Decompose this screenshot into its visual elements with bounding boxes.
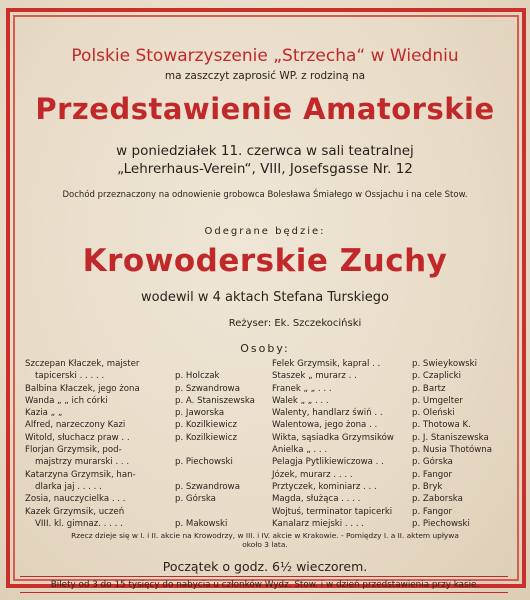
actor-name: p. Szwandrowa [175, 481, 240, 492]
cast-row [25, 432, 260, 444]
actor-name: p. Piechowski [412, 518, 470, 529]
divider [20, 576, 508, 577]
setting-note [0, 531, 530, 549]
role-name: Józek, murarz . . . . [272, 469, 353, 480]
actor-name: p. Górska [175, 494, 216, 505]
role-name: Walenty, handlarz świń . . [272, 408, 383, 419]
role-name: dlarka jaj . . . . . [35, 481, 102, 492]
actor-name: p. Kozilkiewicz [175, 420, 237, 431]
actor-name: p. A. Staniszewska [175, 395, 255, 406]
cast-row [25, 481, 260, 493]
cast-row [25, 518, 260, 530]
setting-note-line-2: około 3 lata. [242, 540, 288, 549]
role-name: Felek Grzymsik, kapral . . [272, 359, 381, 369]
cast-row [272, 444, 512, 456]
role-name: Walek „ „ . . . [272, 395, 329, 406]
role-name: Katarzyna Grzymsik, han- [25, 469, 136, 480]
ticket-info: Bilety od 3 do 15 tysięcy do nabycia u członków Wydz. Stow. i w dzień przedstawienia przy kasie. [50, 580, 480, 590]
start-time: Początek o godz. 6½ wieczorem. [162, 559, 368, 574]
director-line: Reżyser: Ek. Szczekociński [228, 318, 362, 329]
role-name: Wanda „ „ ich córki [25, 395, 108, 406]
actor-name: p. J. Staniszewska [412, 432, 489, 443]
role-name: Prztyczek, kominiarz . . . [272, 481, 377, 492]
cast-row [272, 383, 512, 395]
actor-name: p. Szwandrowa [175, 383, 240, 394]
cast-row [25, 383, 260, 395]
cast-row [25, 469, 260, 481]
role-name: Walentowa, jego żona . . [272, 420, 378, 431]
actor-name: p. Kozilkiewicz [175, 432, 237, 443]
cast-row [272, 370, 512, 382]
actor-name: p. Oleński [412, 408, 455, 419]
play-subtitle: wodewil w 4 aktach Stefana Turskiego [141, 290, 389, 305]
date-line-1: w poniedziałek 11. czerwca w sali teatralnej [116, 143, 414, 159]
cast-row [272, 493, 512, 505]
actor-name: p. Górska [412, 457, 453, 468]
actor-name: p. Nusia Thotówna [412, 445, 492, 456]
cast-row [272, 432, 512, 444]
cast-heading: Osoby: [240, 342, 290, 355]
role-name: Kazek Grzymsik, uczeń [25, 506, 125, 517]
cast-row [25, 370, 260, 382]
role-name: Magda, służąca . . . . [272, 494, 361, 505]
role-name: Szczepan Kłaczek, majster [25, 359, 140, 369]
cast-row [272, 456, 512, 468]
actor-name: p. Thotowa K. [412, 420, 471, 431]
cast-row [25, 395, 260, 407]
role-name: tapicerski . . . . . [35, 371, 105, 382]
role-name: Alfred, narzeczony Kazi [25, 420, 126, 431]
role-name: Balbina Kłaczek, jego żona [25, 383, 140, 394]
cast-row [25, 493, 260, 505]
role-name: Kanalarz miejski . . . . [272, 518, 365, 529]
actor-name: p. Jaworska [175, 408, 225, 419]
actor-name: p. Swieykowski [412, 359, 477, 369]
cast-row [25, 506, 260, 518]
actor-name: p. Fangor [412, 506, 453, 517]
actor-name: p. Zaborska [412, 494, 463, 505]
actor-name: p. Fangor [412, 469, 453, 480]
role-name: Zosia, nauczycielka . . . [25, 494, 126, 505]
role-name: majstrzy murarski . . . [35, 457, 130, 468]
actor-name: p. Bartz [412, 383, 446, 394]
organization-name: Polskie Stowarzyszenie „Strzecha“ w Wiedniu [71, 46, 459, 66]
cast-row [25, 407, 260, 419]
divider [20, 592, 508, 593]
proceeds-note: Dochód przeznaczony na odnowienie grobowca Bolesława Śmiałego w Ossjachu i na cele Stow. [62, 190, 468, 200]
cast-row [25, 358, 260, 370]
play-intro: Odegrane będzie: [204, 226, 326, 237]
cast-row [272, 469, 512, 481]
role-name: Witold, słuchacz praw . . [25, 432, 130, 443]
cast-row [272, 506, 512, 518]
cast-row [272, 518, 512, 530]
date-line-2: „Lehrerhaus-Verein“, VIII, Josefsgasse Nr. 12 [117, 161, 413, 177]
cast-row [272, 481, 512, 493]
actor-name: p. Holczak [175, 371, 220, 382]
cast-row [272, 407, 512, 419]
actor-name: p. Bryk [412, 481, 443, 492]
cast-row [25, 456, 260, 468]
role-name: Pelagja Pytlikiewiczowa . . [272, 457, 384, 468]
actor-name: p. Piechowski [175, 457, 233, 468]
play-title: Krowoderskie Zuchy [82, 243, 448, 279]
actor-name: p. Makowski [175, 518, 228, 529]
invitation-line: ma zaszczyt zaprosić WP. z rodziną na [164, 70, 366, 82]
role-name: VIII. kl. gimnaz. . . . . [35, 518, 123, 529]
role-name: Franek „ „ . . . [272, 383, 332, 394]
actor-name: p. Czaplicki [412, 371, 462, 382]
cast-row [272, 395, 512, 407]
cast-row [25, 419, 260, 431]
role-name: Anielka „ . . . [272, 445, 328, 456]
role-name: Wojtuś, terminator tapicerki [272, 506, 393, 517]
role-name: Kazia „ „ [25, 408, 63, 419]
cast-list-right [272, 358, 512, 530]
role-name: Staszek „ murarz . . [272, 371, 357, 382]
setting-note-line-1: Rzecz dzieje się w I. i II. akcie na Krowodrzy, w III. i IV. akcie w Krakowie. - Pomiędzy I. a II. aktem upływa [71, 531, 459, 540]
role-name: Florjan Grzymsik, pod- [25, 445, 122, 456]
event-title: Przedstawienie Amatorskie [35, 92, 495, 126]
actor-name: p. Umgelter [412, 395, 463, 406]
cast-row [272, 358, 512, 370]
cast-row [25, 444, 260, 456]
role-name: Wikta, sąsiadka Grzymsików [272, 432, 394, 443]
cast-row [272, 419, 512, 431]
cast-list-left [25, 358, 260, 530]
